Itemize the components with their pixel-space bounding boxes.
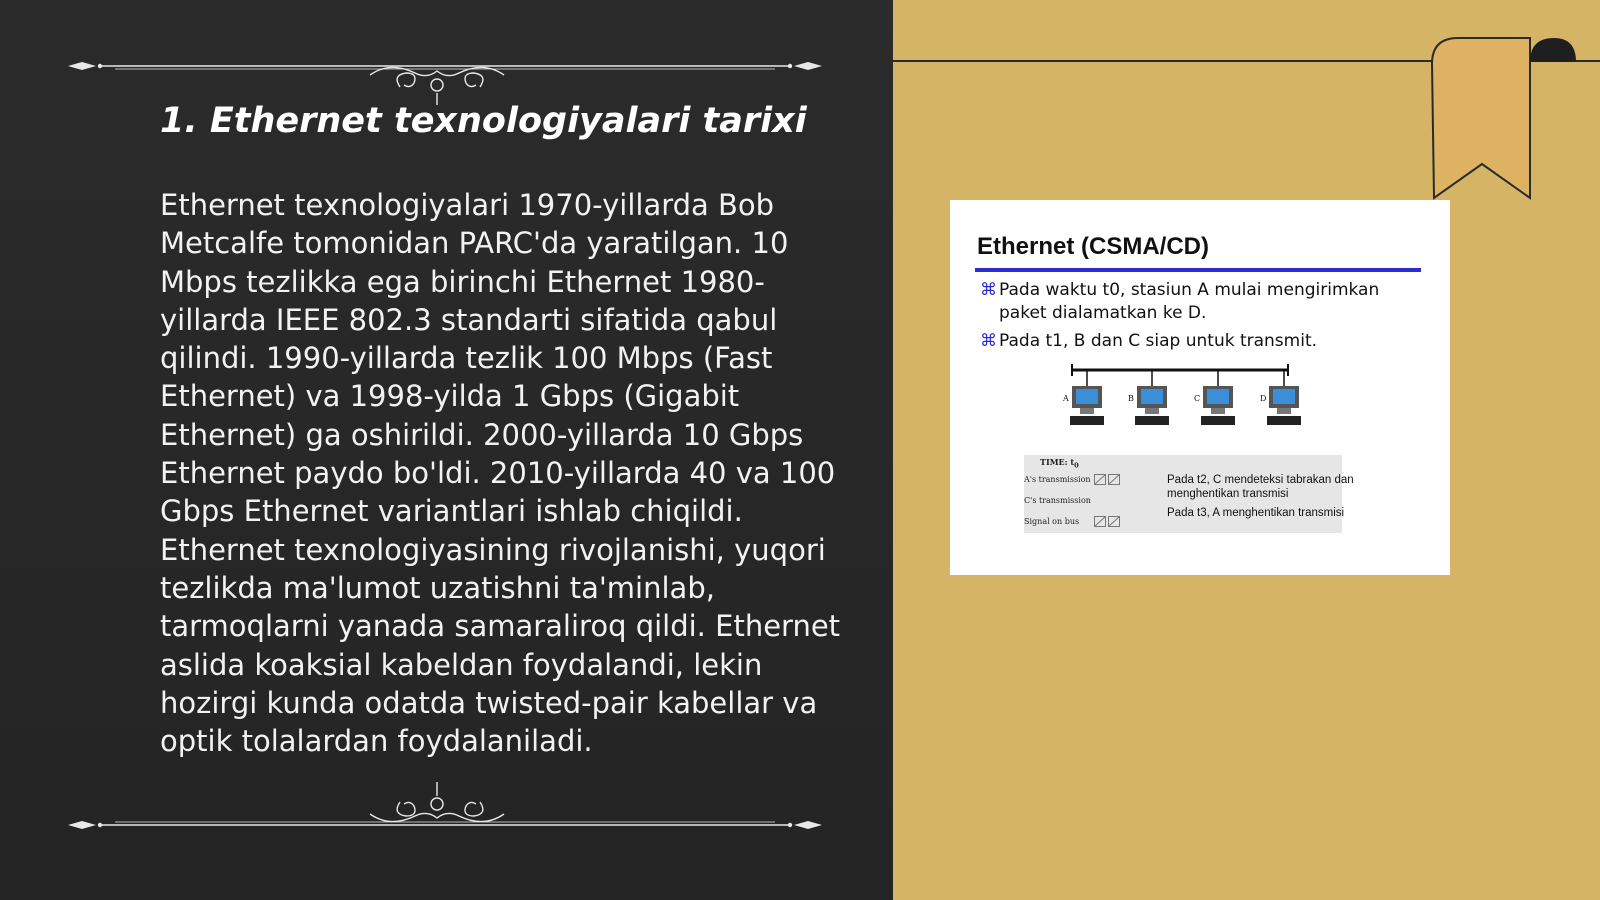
slide-body-text: Ethernet texnologiyalari 1970-yillarda Bob Metcalfe tomonidan PARC'da yaratilgan. 10 Mbps tezlikka ega birinchi Ethernet 1980-yillarda IEEE 802.3 standarti sifatida qabul qilindi. 1990-yillarda tezlik 100 Mbps (Fast Ethernet) va 1998-yilda 1 Gbps (Gigabit Ethernet) ga oshirildi. 2000-yillarda 10 Gbps Ethernet paydo bo'ldi. 2010-yillarda 40 va 100 Gbps Ethernet variantlari ishlab chiqildi. Ethernet texnologiyasining rivojlanishi, yuqori tezlikda ma'lumot uzatishni ta'minlab, tarmoqlarni yanada samaraliroq qildi. Ethernet aslida koaksial kabeldan foydalandi, lekin hozirgi kunda odatda twisted-pair kabellar va optik tolalardan foydalaniladi. bbox=[160, 188, 841, 759]
station-d-computer-icon bbox=[1260, 370, 1301, 425]
timing-header: TIME: $t_0$ bbox=[1040, 457, 1079, 470]
bus-network-diagram bbox=[1050, 362, 1320, 437]
timing-row-label: Signal on bus bbox=[1024, 517, 1080, 526]
figure-bullet-text: Pada t1, B dan C siap untuk transmit. bbox=[999, 331, 1318, 351]
slide-title: 1. Ethernet texnologiyalari tarixi bbox=[160, 101, 807, 141]
station-b-computer-icon bbox=[1128, 370, 1169, 425]
csma-cd-figure bbox=[950, 200, 1450, 575]
figure-title-rule bbox=[975, 268, 1421, 272]
station-a-computer-icon bbox=[1062, 370, 1104, 425]
command-icon: ⌘ bbox=[980, 280, 997, 300]
top-ornament-divider bbox=[60, 35, 830, 105]
figure-title: Ethernet (CSMA/CD) bbox=[977, 233, 1209, 260]
figure-bullet-text: Pada waktu t0, stasiun A mulai mengirimkan paket dialamatkan ke D. bbox=[999, 280, 1380, 323]
timing-row-label: C's transmission bbox=[1024, 496, 1091, 505]
bookmark-ribbon-decoration bbox=[1430, 34, 1600, 204]
station-label: B bbox=[1128, 394, 1134, 403]
station-label: D bbox=[1260, 394, 1267, 403]
signal-pulse-icon bbox=[1094, 474, 1120, 485]
timing-note: Pada t2, C mendeteksi tabrakan dan menghentikan transmisi bbox=[1167, 474, 1354, 500]
command-icon: ⌘ bbox=[980, 331, 997, 351]
bottom-ornament-divider bbox=[60, 770, 830, 840]
station-label: C bbox=[1194, 394, 1201, 403]
station-label: A bbox=[1063, 394, 1069, 403]
station-c-computer-icon bbox=[1194, 370, 1235, 425]
timing-row-label: A's transmission bbox=[1024, 475, 1091, 484]
figure-bullet bbox=[980, 330, 1420, 353]
signal-pulse-icon bbox=[1094, 516, 1120, 527]
figure-bullet bbox=[980, 279, 1420, 325]
timing-note: Pada t3, A menghentikan transmisi bbox=[1167, 507, 1345, 519]
